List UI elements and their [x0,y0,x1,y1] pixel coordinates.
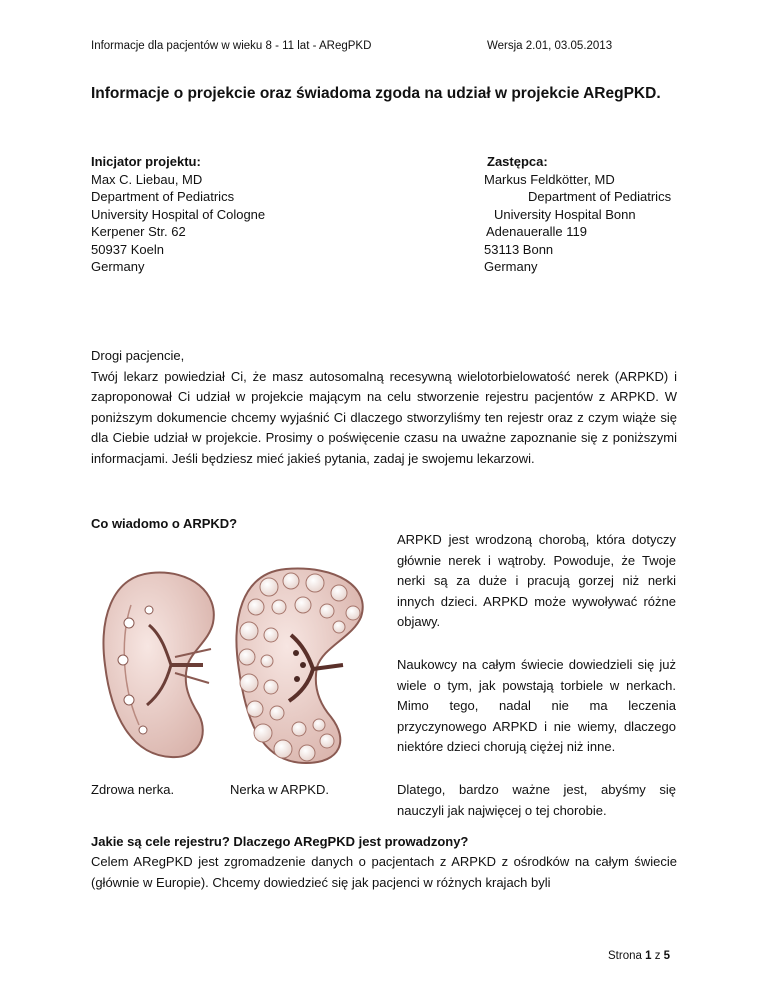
header-right: Wersja 2.01, 03.05.2013 [487,40,613,52]
initiator-line: Department of Pediatrics [91,189,235,204]
deputy-line: Markus Feldkötter, MD [484,171,615,187]
deputy-line: University Hospital Bonn [494,206,636,222]
healthy-kidney-image [104,573,214,758]
footer-label: Strona [608,950,642,962]
goals-paragraph: Celem ARegPKD jest zgromadzenie danych o pacjentach z ARPKD z ośrodków na całym świecie (głównie w Europie). Chcemy dowiedzieć się jak pacjenci w różnych krajach byli [91,854,677,890]
kidney-illustration [91,565,381,770]
greeting: Drogi pacjencie, [91,348,185,363]
deputy-line: 53113 Bonn [484,241,554,257]
document-title: Informacje o projekcie oraz świadoma zgoda na udział w projekcie ARegPKD. [91,85,661,102]
deputy-line: Germany [484,259,538,274]
arpkd-paragraph-3: Dlatego, bardzo ważne jest, abyśmy się nauczyli jak najwięcej o tej chorobie. [397,782,676,818]
caption-arpkd-kidney: Nerka w ARPKD. [230,782,329,797]
deputy-heading: Zastępca: [487,154,548,169]
intro-text: Twój lekarz powiedział Ci, że masz autosomalną recesywną wielotorbielowatość nerek (ARPKD) i zaproponował Ci udział w projekcie mającym na celu stworzenie rejestru pacjentów z ARPKD. W poniższym dokumencie chcemy wyjaśnić Ci dlaczego stworzyliśmy ten rejestr oraz z czym wiąże się dla Ciebie udział w projekcie. Prosimy o poświęcenie czasu na uważne zapoznanie się z poniższymi informacjami. Jeśli będziesz mieć jakieś pytania, zadaj je swojemu lekarzowi. [91,368,677,466]
footer-sep: z [654,950,661,962]
arpkd-paragraph-2: Naukowcy na całym świecie dowiedzieli się już wiele o tym, jak powstają torbiele w nerkach. Mimo tego, nadal nie ma leczenia przyczynowego ARPKD i nie wiemy, dlaczego niektóre dzieci chorują ciężej niż inne. [397,657,676,754]
intro-paragraph [91,346,677,469]
initiator-heading: Inicjator projektu: [91,154,201,169]
deputy-line: Adenauerallе 119 [486,224,587,239]
header-left: Informacje dla pacjentów w wieku 8 - 11 lat - ARegPKD [91,40,372,52]
initiator-block [91,153,265,276]
section-heading-goals: Jakie są cele rejestru? Dlaczego ARegPKD jest prowadzony? [91,834,469,849]
arpkd-paragraph-1: ARPKD jest wrodzoną chorobą, która dotyczy głównie nerek i wątroby. Powoduje, że Twoje nerki są za duże i pracują gorzej niż nerki innych dzieci. ARPKD może wywoływać różne objawy. [397,532,676,629]
section-heading-arpkd: Co wiadomo o ARPKD? [91,516,238,531]
initiator-line: Max C. Liebau, MD [91,171,203,187]
initiator-line: 50937 Koeln [91,241,165,257]
caption-healthy-kidney: Zdrowa nerka. [91,782,175,797]
page-footer [608,950,670,962]
deputy-block [484,153,671,276]
initiator-line: Germany [91,259,145,274]
footer-total: 5 [663,950,671,962]
arpkd-kidney-image [236,569,362,763]
footer-page: 1 [645,950,652,962]
deputy-line: Department of Pediatrics [528,189,672,204]
initiator-line: University Hospital of Cologne [91,206,266,222]
initiator-line: Kerpener Str. 62 [91,224,186,239]
